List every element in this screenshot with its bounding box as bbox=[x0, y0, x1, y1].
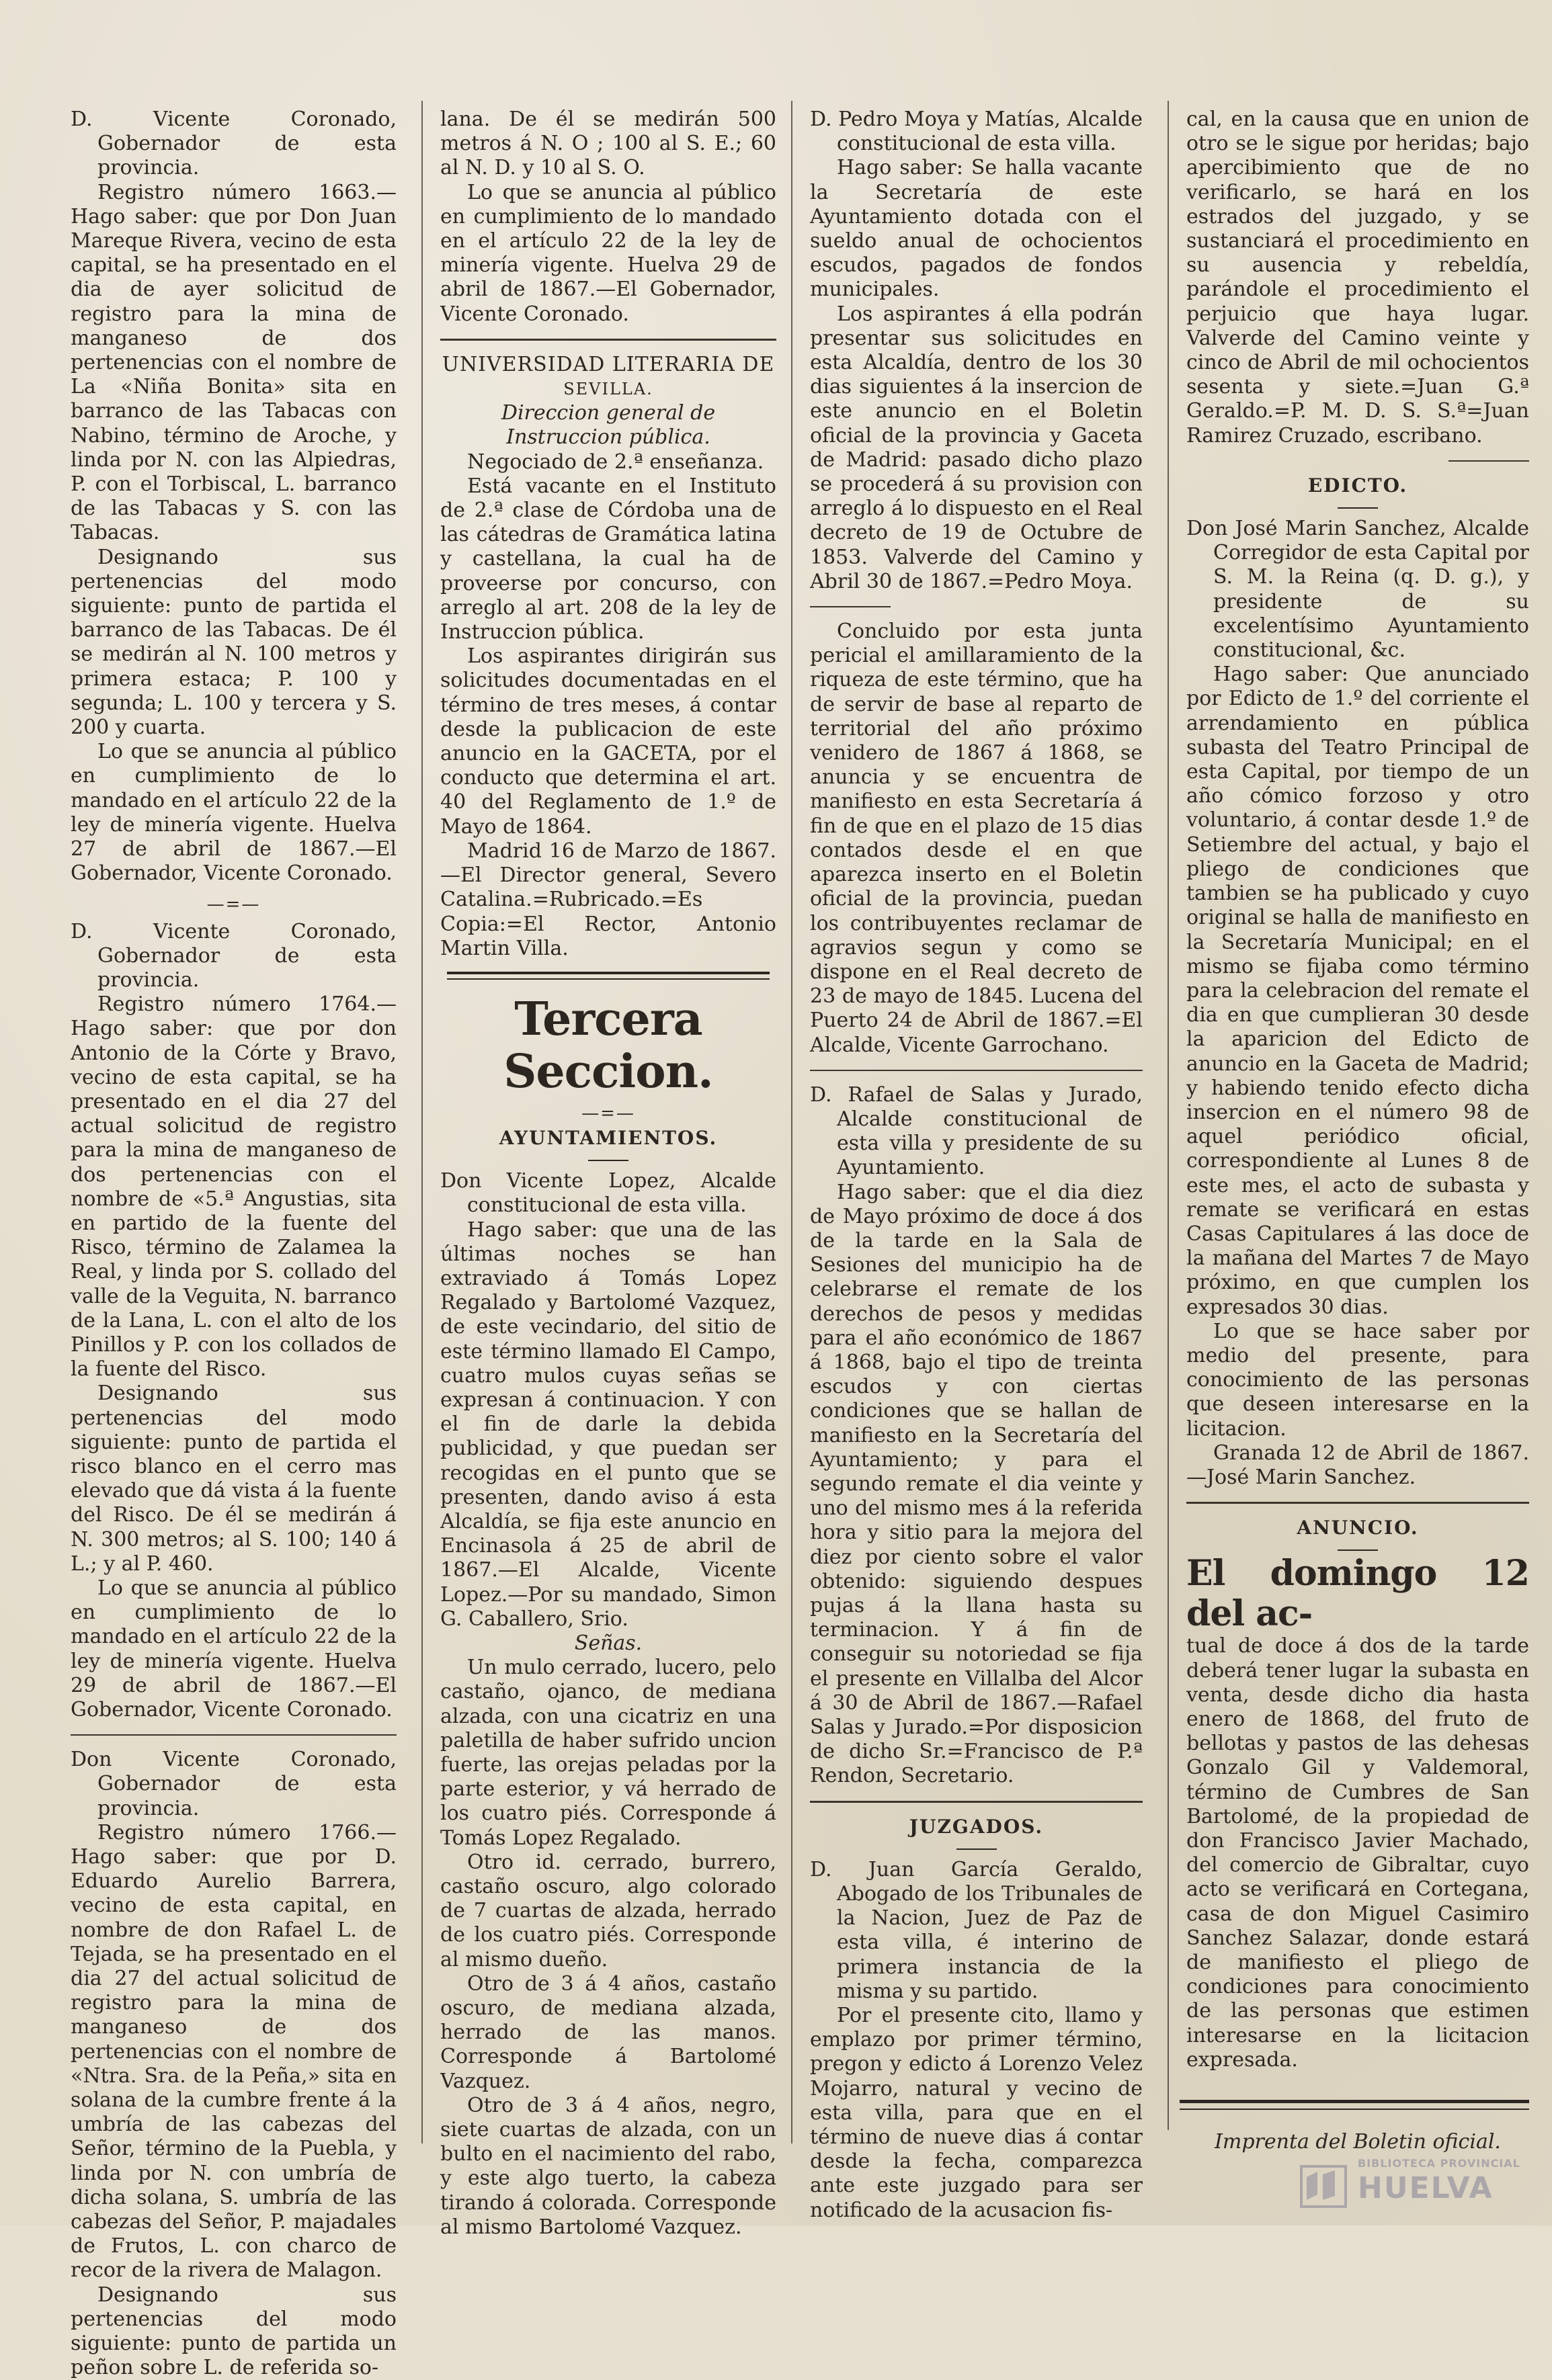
divider bbox=[1338, 507, 1378, 509]
university-city: SEVILLA. bbox=[563, 380, 653, 399]
notice-heading: D. Pedro Moya y Matías, Alcalde constitucional de esta villa. bbox=[810, 108, 1143, 156]
signs-heading: Señas. bbox=[574, 1631, 643, 1655]
footer-rule bbox=[1180, 2109, 1529, 2110]
notice-paragraph: Granada 12 de Abril de 1867.—José Marin Sanchez. bbox=[1186, 1441, 1529, 1489]
divider bbox=[588, 1160, 628, 1161]
notice-paragraph: Por el presente cito, llamo y emplazo por primer término, pregon y edicto á Lorenzo Velez Mojarro, natural y vecino de esta villa, para que en el término de nueve dias á contar desde la fecha, comparezca ante este juzgado para ser notificado de la acusacion fis- bbox=[810, 2004, 1143, 2222]
column-rule bbox=[1168, 101, 1169, 2130]
notice-paragraph: Hago saber: Que anunciado por Edicto de 1.º del corriente el arrendamiento en pública subasta del Teatro Principal de esta Capital, por tiempo de un año cómico forzoso y otro voluntario, á contar desde 1.º de Setiembre del actual, y bajo el pliego de condiciones que tambien se ha publicado y cuyo original se halla de manifiesto en la Secretaría Municipal; en el mismo se fijaba como término para la celebracion del remate el dia en que cumplieran 30 desde la aparicion del Edicto de anuncio en la Gaceta de Madrid; y habiendo tenido efecto dicha insercion en el número 98 de aquel periódico oficial, correspondiente al Lunes 8 de este mes, el acto de subasta y remate se verificará en estas Casas Capitulares á las doce de la mañana del Martes 7 de Mayo próximo, en que cumplen los expresados 30 dias. bbox=[1186, 663, 1529, 1319]
divider bbox=[1338, 1549, 1378, 1551]
footer-rule bbox=[1180, 2100, 1529, 2103]
section-rule bbox=[447, 972, 770, 974]
notice-paragraph: Designando sus pertenencias del modo siguiente: punto de partida un peñon sobre L. de referida so- bbox=[71, 2283, 397, 2380]
notice-heading: D. Juan García Geraldo, Abogado de los Tribunales de la Nacion, Juez de Paz de esta villa, é interino de primera instancia de la misma y su partido. bbox=[810, 1857, 1143, 2003]
notice-paragraph: Madrid 16 de Marzo de 1867.—El Director general, Severo Catalina.=Rubricado.=Es Copia:=El Rector, Antonio Martin Villa. bbox=[440, 839, 776, 960]
notice-paragraph: Lo que se anuncia al público en cumplimiento de lo mandado en el artículo 22 de la ley de minería vigente. Huelva 29 de abril de 1867.—El Gobernador, Vicente Coronado. bbox=[71, 1576, 397, 1722]
notice-heading: D. Vicente Coronado, Gobernador de esta provincia. bbox=[71, 108, 397, 180]
separator bbox=[440, 1105, 776, 1122]
column-rule bbox=[791, 101, 792, 2143]
notice-paragraph: Designando sus pertenencias del modo siguiente: punto de partida el risco blanco en el cerro mas elevado que dá vista á la fuente del Risco. De él se medirán á N. 300 metros; al S. 100; 140 á L.; y al P. 460. bbox=[71, 1382, 397, 1576]
divider bbox=[440, 339, 776, 341]
notice-paragraph: Hago saber: que el dia diez de Mayo próximo de doce á dos de la tarde en la Sala de Sesiones del municipio ha de celebrarse el remate de los derechos de pesos y medidas para el año económico de 1867 á 1868, bajo el tipo de treinta escudos y con ciertas condiciones que se hallan de manifiesto en la Secretaría del Ayuntamiento; y para el segundo remate el dia veinte y uno del mismo mes á la referida hora y sitio para la mejora del diez por ciento sobre el valor obtenido: siguiendo despues pujas á la llana hasta su terminacion. Y á fin de conseguir su notoriedad se fija el presente en Villalba del Alcor á 30 de Abril de 1867.—Rafael Salas y Jurado.=Por disposicion de dicho Sr.=Francisco de P.ª Rendon, Secretario. bbox=[810, 1180, 1143, 1788]
notice-paragraph: Otro id. cerrado, burrero, castaño oscuro, algo colorado de 7 cuartas de alzada, herrado de los cuatro piés. Corresponde al mismo dueño. bbox=[440, 1850, 776, 1971]
notice-paragraph: Otro de 3 á 4 años, negro, siete cuartas de alzada, con un bulto en el nacimiento del rabo, y este algo tuerto, la cabeza tirando á colorada. Corresponde al mismo Bartolomé Vazquez. bbox=[440, 2093, 776, 2239]
notice-paragraph: Hago saber: Se halla vacante la Secretaría de este Ayuntamiento dotada con el sueldo anual de ochocientos escudos, pagados de fondos municipales. bbox=[810, 156, 1143, 302]
notice-heading: Don José Marin Sanchez, Alcalde Corregidor de esta Capital por S. M. la Reina (q. D. g.), y presidente de su excelentísimo Ayuntamiento constitucional, &c. bbox=[1186, 517, 1529, 663]
notice-heading: Don Vicente Coronado, Gobernador de esta provincia. bbox=[71, 1748, 397, 1820]
section-title: Tercera Seccion. bbox=[503, 992, 713, 1099]
notice-paragraph: Designando sus pertenencias del modo siguiente: punto de partida el barranco de las Tabacas. De él se medirán al N. 100 metros y primera estaca; P. 100 y segunda; L. 100 y tercera y S. 200 y cuarta. bbox=[71, 545, 397, 740]
column-3 bbox=[810, 108, 1143, 2223]
subsection-title: EDICTO. bbox=[1307, 474, 1408, 497]
university-heading: UNIVERSIDAD LITERARIA DE bbox=[442, 352, 775, 376]
watermark-city: HUELVA bbox=[1358, 2171, 1494, 2205]
notice-paragraph: Un mulo cerrado, lucero, pelo castaño, ojanco, de mediana alzada, con una cicatriz en una paletilla de haber sufrido uncion fuerte, las orejas peladas por la parte esterior, y vá herrado de los cuatro piés. Corresponde á Tomás Lopez Regalado. bbox=[440, 1656, 776, 1850]
divider bbox=[810, 1801, 1143, 1803]
notice-paragraph: Concluido por esta junta pericial el amillaramiento de la riqueza de este término, que ha de servir de base al reparto de territorial del año próximo venidero de 1867 á 1868, se anuncia y se encuentra de manifiesto en esta Secretaría á fin de que en el plazo de 15 dias contados desde el en que aparezca inserto en el Boletin oficial de la provincia, puedan los contribuyentes reclamar de agravios segun y como se dispone en el Real decreto de 23 de mayo de 1845. Lucena del Puerto 24 de Abril de 1867.=El Alcalde, Vicente Garrochano. bbox=[810, 620, 1143, 1057]
notice-paragraph: Hago saber: que una de las últimas noches se han extraviado á Tomás Lopez Regalado y Bartolomé Vazquez, de este vecindario, del sitio de este término llamado El Campo, cuatro mulos cuyas señas se expresan á continuacion. Y con el fin de darle la debida publicidad, y que puedan ser recogidas en el punto que se presenten, dando aviso á esta Alcaldía, se fija este anuncio en Encinasola á 25 de abril de 1867.—El Alcalde, Vicente Lopez.—Por su mandado, Simon G. Caballero, Srio. bbox=[440, 1218, 776, 1631]
notice-paragraph: Registro número 1766.—Hago saber: que por D. Eduardo Aurelio Barrera, vecino de esta capital, en nombre de don Rafael L. de Tejada, se ha presentado en el dia 27 del actual solicitud de registro para la mina de manganeso de dos pertenencias con el nombre de «Ntra. Sra. de la Peña,» sita en solana de la cumbre frente á la umbría de las cabezas del Señor, término de la Puebla, y linda por N. con umbría de dicha solana, S. umbría de las cabezas del Señor, P. majadales de Frutos, L. con charco de recor de la rivera de Malagon. bbox=[71, 1820, 397, 2283]
notice-paragraph: Registro número 1764.—Hago saber: que por don Antonio de la Córte y Bravo, vecino de esta capital, se ha presentado en el dia 27 del actual solicitud de registro para la mina de manganeso de dos pertenencias con el nombre de «5.ª Angustias, sita en partido de la fuente del Risco, término de Zalamea la Real, y linda por S. collado del valle de la Veguita, N. barranco de la Lana, L. con el alto de los Pinillos y P. con los collados de la fuente del Risco. bbox=[71, 992, 397, 1382]
divider bbox=[810, 606, 891, 607]
divider bbox=[956, 1848, 997, 1850]
notice-paragraph: Registro número 1663.—Hago saber: que por Don Juan Mareque Rivera, vecino de esta capital, se ha presentado en el dia de ayer solicitud de registro para la mina de manganeso de dos pertenencias con el nombre de La «Niña Bonita» sita en barranco de las Tabacas con Nabino, término de Aroche, y linda por N. con las Alpiedras, P. con el Torbiscal, L. barranco de las Tabacas y S. con las Tabacas. bbox=[71, 180, 397, 545]
divider bbox=[1186, 1502, 1529, 1504]
notice-paragraph: Está vacante en el Instituto de 2.ª clase de Córdoba una de las cátedras de Gramática latina y castellana, la cual ha de proveerse por concurso, con arreglo al art. 208 de la ley de Instruccion pública. bbox=[440, 474, 776, 644]
printer-credit: Imprenta del Boletin oficial. bbox=[1215, 2130, 1501, 2154]
separator bbox=[71, 896, 397, 913]
notice-heading: Don Vicente Lopez, Alcalde constitucional de esta villa. bbox=[440, 1169, 776, 1218]
watermark-label: BIBLIOTECA PROVINCIAL bbox=[1358, 2157, 1520, 2170]
subsection-title: ANUNCIO. bbox=[1297, 1517, 1419, 1539]
notice-heading: D. Vicente Coronado, Gobernador de esta provincia. bbox=[71, 919, 397, 992]
notice-paragraph: lana. De él se medirán 500 metros á N. O ; 100 al S. E.; 60 al N. D. y 10 al S. O. bbox=[440, 108, 776, 180]
library-watermark bbox=[1297, 2157, 1539, 2217]
divider bbox=[1448, 460, 1529, 462]
notice-paragraph: Otro de 3 á 4 años, castaño oscuro, de mediana alzada, herrado de las manos. Corresponde á Bartolomé Vazquez. bbox=[440, 1971, 776, 2093]
notice-paragraph: cal, en la causa que en union de otro se le sigue por heridas; bajo apercibimiento que de no verificarlo, se hará en los estrados del juzgado, y se sustanciará el procedimiento en su ausencia y rebeldía, parándole el procedimiento el perjuicio que haya lugar. Valverde del Camino veinte y cinco de Abril de mil ochocientos sesenta y siete.=Juan G.ª Geraldo.=P. M. D. S. S.ª=Juan Ramirez Cruzado, escribano. bbox=[1186, 108, 1529, 448]
divider bbox=[810, 1070, 1143, 1071]
divider bbox=[71, 1734, 397, 1736]
notice-paragraph: Lo que se hace saber por medio del presente, para conocimiento de las personas que deseen interesarse en la licitacion. bbox=[1186, 1319, 1529, 1441]
announcement-lead: El domingo 12 del ac- bbox=[1186, 1553, 1529, 1635]
notice-paragraph: tual de doce á dos de la tarde deberá tener lugar la subasta en venta, desde dicho dia hasta enero de 1868, del fruto de bellotas y pastos de las dehesas Gonzalo Gil y Valdemoral, término de Cumbres de San Bartolomé, de la propiedad de don Francisco Javier Machado, del comercio de Gibraltar, cuyo acto se verificará en Cortegana, casa de don Miguel Casimiro Sanchez Salazar, donde estará de manifiesto el pliego de condiciones para conocimiento de las personas que estimen interesarse en la licitacion expresada. bbox=[1186, 1634, 1529, 2072]
column-1 bbox=[71, 108, 397, 2380]
subsection-title: JUZGADOS. bbox=[909, 1815, 1044, 1838]
column-rule bbox=[421, 101, 423, 2143]
notice-heading: D. Rafael de Salas y Jurado, Alcalde constitucional de esta villa y presidente de su Ayuntamiento. bbox=[810, 1082, 1143, 1180]
library-logo-icon bbox=[1297, 2160, 1351, 2213]
subsection-title: AYUNTAMIENTOS. bbox=[499, 1126, 718, 1149]
column-2 bbox=[440, 108, 776, 2240]
direction-heading: Direccion general de Instruccion pública. bbox=[501, 401, 716, 450]
department-heading: Negociado de 2.ª enseñanza. bbox=[467, 450, 764, 474]
column-4 bbox=[1186, 108, 1529, 2072]
notice-paragraph: Los aspirantes dirigirán sus solicitudes documentadas en el término de tres meses, á contar desde la publicacion de este anuncio en la GACETA, por el conducto que determina el art. 40 del Reglamento de 1.º de Mayo de 1864. bbox=[440, 644, 776, 839]
notice-paragraph: Los aspirantes á ella podrán presentar sus solicitudes en esta Alcaldía, dentro de los 30 dias siguientes á la insercion de este anuncio en el Boletin oficial de la provincia y Gaceta de Madrid: pasado dicho plazo se procederá á su provision con arreglo á lo dispuesto en el Real decreto de 19 de Octubre de 1853. Valverde del Camino y Abril 30 de 1867.=Pedro Moya. bbox=[810, 302, 1143, 593]
notice-paragraph: Lo que se anuncia al público en cumplimiento de lo mandado en el artículo 22 de la ley de minería vigente. Huelva 27 de abril de 1867.—El Gobernador, Vicente Coronado. bbox=[71, 740, 397, 886]
section-rule bbox=[447, 978, 770, 980]
notice-paragraph: Lo que se anuncia al público en cumplimiento de lo mandado en el artículo 22 de la ley de minería vigente. Huelva 29 de abril de 1867.—El Gobernador, Vicente Coronado. bbox=[440, 180, 776, 326]
